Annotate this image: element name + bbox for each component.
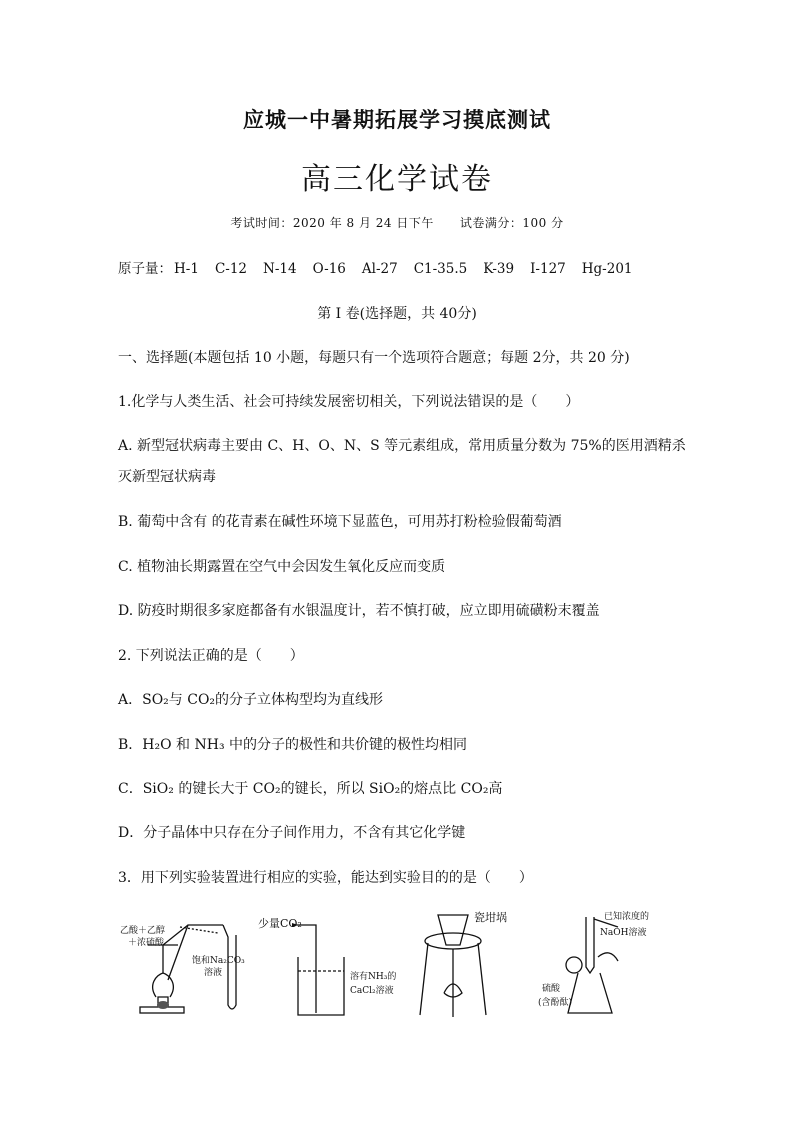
- question-3-stem: 3．用下列实验装置进行相应的实验，能达到实验目的的是（ ）: [118, 870, 533, 886]
- question-2-stem: 2. 下列说法正确的是（ ）: [118, 648, 304, 664]
- figure-esterification: [118, 905, 253, 1023]
- section-title: 第 I 卷(选择题，共 40分): [317, 306, 477, 322]
- question-1-option-a-continued: 灭新型冠状病毒: [118, 469, 216, 485]
- experiment-figures: [118, 905, 678, 1025]
- fig1-solution-2: 溶液: [204, 968, 223, 978]
- fig2-solution-1: 溶有NH₃的: [350, 972, 397, 982]
- fig4-flask-1: 硫酸: [542, 984, 561, 994]
- figure-crucible: [408, 905, 528, 1023]
- titration-apparatus-icon: [538, 905, 678, 1023]
- question-2-option-c: C．SiO₂ 的键长大于 CO₂的键长，所以 SiO₂的熔点比 CO₂高: [118, 781, 503, 797]
- atomic-masses-label: 原子量：: [118, 261, 172, 277]
- part-one-heading: 一、选择题(本题包括 10 小题，每题只有一个选项符合题意；每题 2分，共 20 分): [118, 350, 630, 366]
- fig4-titrant-2: NaOH溶液: [600, 928, 647, 938]
- fig1-reagents-2: ＋浓硫酸: [128, 938, 165, 948]
- full-score: 试卷满分：100 分: [459, 216, 564, 230]
- atomic-mass: C1-35.5: [413, 261, 468, 277]
- atomic-mass: I-127: [530, 261, 566, 277]
- atomic-mass: Hg-201: [581, 261, 633, 277]
- fig2-solution-2: CaCl₂溶液: [350, 986, 394, 996]
- fig1-reagents-1: 乙酸＋乙醇: [120, 926, 166, 936]
- question-2-option-d: D．分子晶体中只存在分子间作用力，不含有其它化学键: [118, 825, 466, 841]
- exam-time: 考试时间：2020 年 8 月 24 日下午: [230, 216, 434, 230]
- atomic-masses: [118, 257, 649, 277]
- atomic-mass: H-1: [174, 261, 199, 277]
- question-1-stem: 1.化学与人类生活、社会可持续发展密切相关，下列说法错误的是（ ）: [118, 394, 580, 410]
- school-title: 应城一中暑期拓展学习摸底测试: [243, 108, 551, 132]
- question-1-option-b: B. 葡萄中含有 的花青素在碱性环境下显蓝色，可用苏打粉检验假葡萄酒: [118, 514, 562, 530]
- atomic-mass: O-16: [312, 261, 346, 277]
- fig1-solution-1: 饱和Na₂CO₃: [192, 956, 245, 966]
- fig4-flask-2: (含酚酞): [538, 998, 573, 1008]
- question-1-option-d: D. 防疫时期很多家庭都备有水银温度计，若不慎打破，应立即用硫磺粉末覆盖: [118, 603, 600, 619]
- fig2-gas: 少量CO₂: [258, 917, 302, 930]
- fig3-crucible: 瓷坩埚: [474, 911, 507, 924]
- exam-info: [0, 214, 794, 231]
- atomic-mass: C-12: [214, 261, 248, 277]
- atomic-mass: N-14: [263, 261, 297, 277]
- question-1-option-c: C. 植物油长期露置在空气中会因发生氧化反应而变质: [118, 559, 446, 575]
- atomic-mass: Al-27: [361, 261, 398, 277]
- fig4-titrant-1: 已知浓度的: [604, 912, 650, 922]
- beaker-apparatus-icon: [258, 905, 398, 1023]
- atomic-mass: K-39: [483, 261, 515, 277]
- crucible-tripod-icon: [408, 905, 528, 1023]
- esterification-apparatus-icon: [118, 905, 253, 1023]
- question-1-option-a: A. 新型冠状病毒主要由 C、H、O、N、S 等元素组成，常用质量分数为 75%的医用酒精杀: [118, 438, 686, 454]
- figure-titration: [538, 905, 678, 1023]
- figure-co2-beaker: [258, 905, 398, 1023]
- question-2-option-b: B．H₂O 和 NH₃ 中的分子的极性和共价键的极性均相同: [118, 737, 468, 753]
- exam-title: 高三化学试卷: [301, 162, 493, 197]
- question-2-option-a: A．SO₂与 CO₂的分子立体构型均为直线形: [118, 692, 384, 708]
